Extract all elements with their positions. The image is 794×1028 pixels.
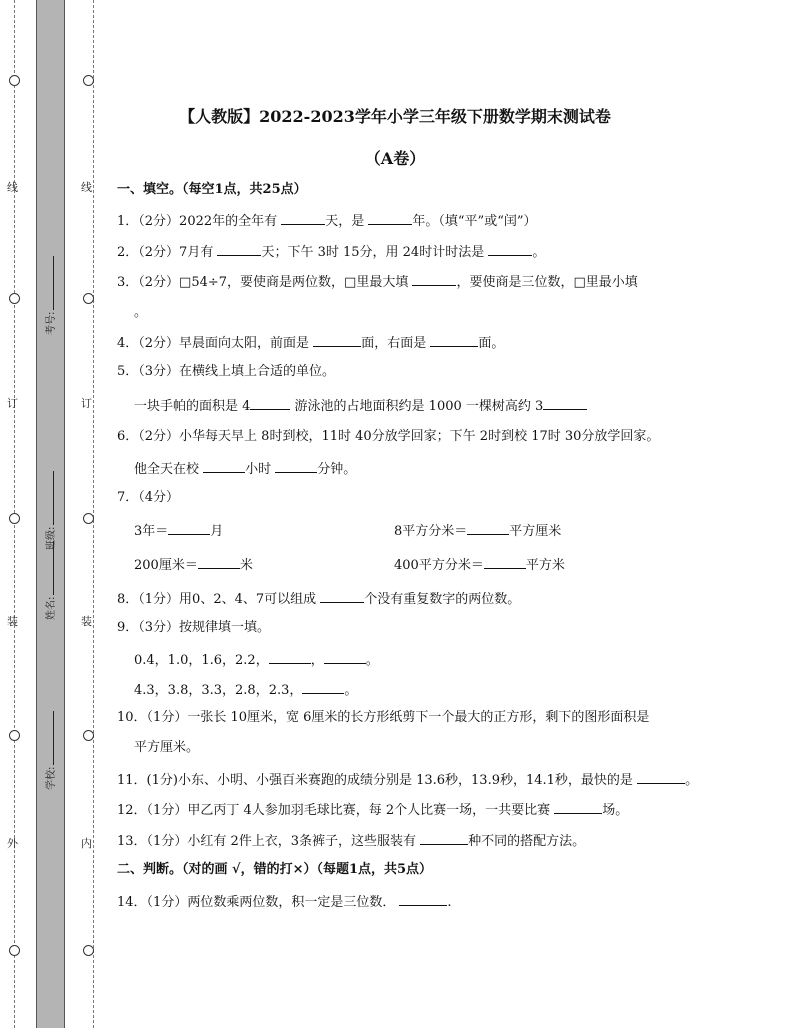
question-2: 2．（2分）7月有 天；下午 3时 15分，用 24时计时法是 。	[117, 245, 546, 260]
question-10: 10．（1分）一张长 10厘米，宽 6厘米的长方形纸剪下一个最大的正方形，剩下的图形面积是	[117, 710, 650, 725]
binding-hole	[9, 945, 20, 956]
answer-blank[interactable]	[467, 522, 509, 535]
question-8: 8．（1分）用0、2、4、7可以组成 个没有重复数字的两位数。	[117, 592, 521, 607]
answer-blank[interactable]	[488, 243, 532, 256]
page-subtitle: （A卷）	[364, 149, 426, 168]
answer-blank[interactable]	[269, 651, 311, 664]
answer-blank[interactable]	[320, 590, 364, 603]
binding-hole	[83, 513, 94, 524]
answer-blank[interactable]	[637, 771, 685, 784]
answer-blank[interactable]	[168, 522, 210, 535]
answer-blank[interactable]	[543, 397, 587, 410]
question-7-item: 3年＝ 月	[134, 524, 224, 539]
section-heading: 二、判断。（对的画 √，错的打×）（每题1点，共5点）	[117, 862, 433, 877]
answer-blank[interactable]	[412, 273, 456, 286]
question-11: 11．(1分)小东、小明、小强百米赛跑的成绩分别是 13.6秒，13.9秒，14.1秒，最快的是 。	[117, 773, 699, 788]
answer-blank[interactable]	[281, 212, 325, 225]
section-heading: 一、填空。（每空1点，共25点）	[117, 182, 307, 197]
answer-blank[interactable]	[420, 832, 468, 845]
class-field[interactable]: 班级:	[42, 471, 57, 550]
question-13: 13．（1分）小红有 2件上衣，3条裤子，这些服装有 种不同的搭配方法。	[117, 834, 586, 849]
question-7: 7．（4分）	[117, 490, 180, 505]
answer-blank[interactable]	[324, 651, 366, 664]
question-10-cont: 平方厘米。	[134, 740, 200, 755]
binding-hole	[83, 293, 94, 304]
answer-blank[interactable]	[275, 460, 317, 473]
question-3-cont: 。	[134, 305, 148, 320]
binding-hole	[9, 75, 20, 86]
answer-blank[interactable]	[217, 243, 261, 256]
binding-hole	[9, 293, 20, 304]
margin-char: 订	[81, 397, 92, 410]
binding-hole	[9, 730, 20, 741]
question-7-item: 200厘米＝ 米	[134, 558, 253, 573]
answer-blank[interactable]	[399, 893, 447, 906]
margin-char: 线	[81, 181, 92, 194]
margin-char: 内	[81, 837, 92, 850]
margin-char: 装	[81, 615, 92, 628]
name-field[interactable]: 姓名:	[42, 541, 57, 620]
answer-blank[interactable]	[250, 397, 290, 410]
binding-hole	[83, 75, 94, 86]
answer-blank[interactable]	[313, 334, 361, 347]
exam-number-field[interactable]: 考号:	[42, 256, 57, 335]
answer-blank[interactable]	[554, 801, 602, 814]
question-6: 6．（2分）小华每天早上 8时到校，11时 40分放学回家；下午 2时到校 17时 30分放学回家。	[117, 429, 660, 444]
answer-blank[interactable]	[430, 334, 478, 347]
question-9-seq-2: 4.3，3.8，3.3，2.8，2.3， 。	[134, 683, 358, 698]
answer-blank[interactable]	[203, 460, 245, 473]
margin-char: 装	[7, 615, 18, 628]
answer-blank[interactable]	[484, 556, 526, 569]
question-7-item: 8平方分米＝ 平方厘米	[394, 524, 562, 539]
margin-char: 外	[7, 837, 18, 850]
question-6-cont: 他全天在校 小时 分钟。	[134, 462, 357, 477]
binding-hole	[9, 513, 20, 524]
question-9-seq-1: 0.4，1.0，1.6，2.2， ， 。	[134, 653, 379, 668]
answer-blank[interactable]	[368, 212, 412, 225]
question-7-item: 400平方分米＝ 平方米	[394, 558, 565, 573]
question-4: 4．（2分）早晨面向太阳，前面是 面，右面是 面。	[117, 336, 505, 351]
question-5-items: 一块手帕的面积是 4 游泳池的占地面积约是 1000 一棵树高约 3	[134, 397, 587, 415]
margin-char: 订	[7, 397, 18, 410]
answer-blank[interactable]	[198, 556, 240, 569]
page-title: 【人教版】2022-2023学年小学三年级下册数学期末测试卷	[179, 107, 611, 126]
question-5: 5．（3分）在横线上填上合适的单位。	[117, 364, 336, 379]
question-1: 1．（2分）2022年的全年有 天，是 年。（填“平”或“闰”）	[117, 214, 537, 229]
question-3: 3．（2分）□54÷7，要使商是两位数，□里最大填 ，要使商是三位数，□里最小填	[117, 275, 638, 290]
question-14: 14．（1分）两位数乘两位数，积一定是三位数． .	[117, 895, 452, 910]
inner-cut-line	[93, 0, 94, 1028]
question-12: 12．（1分）甲乙丙丁 4人参加羽毛球比赛，每 2个人比赛一场，一共要比赛 场。	[117, 803, 629, 818]
school-field[interactable]: 学校:	[42, 711, 57, 790]
answer-blank[interactable]	[302, 681, 344, 694]
margin-char: 线	[7, 181, 18, 194]
question-9: 9．（3分）按规律填一填。	[117, 620, 271, 635]
binding-hole	[83, 945, 94, 956]
binding-hole	[83, 730, 94, 741]
